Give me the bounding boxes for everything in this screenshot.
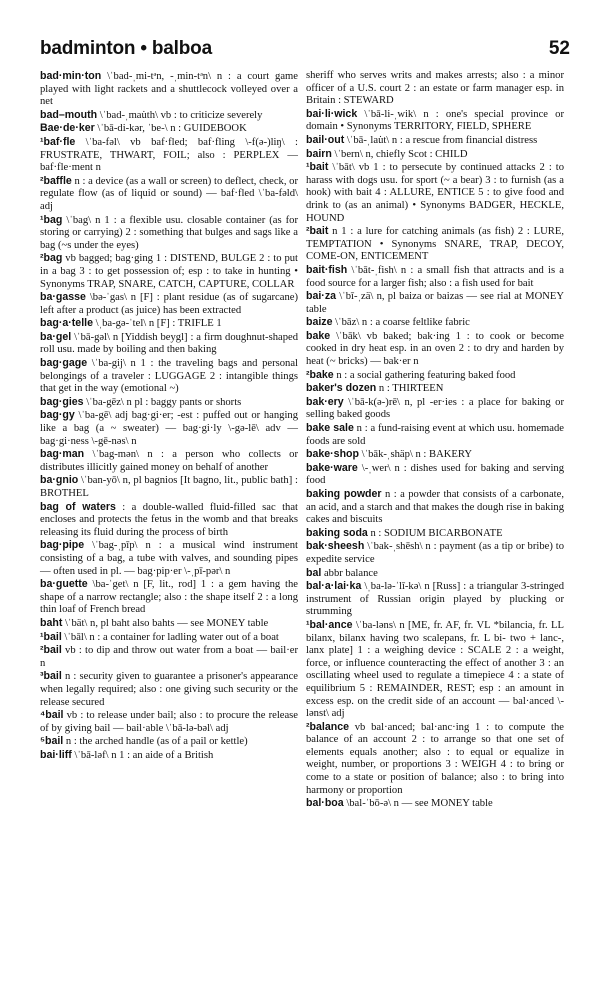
dictionary-entry — [40, 70, 298, 109]
entry-definition: \ˈba-gē\ adj bag·gi·er; -est : puffed out or hanging like a bag (a ~ sweater) — bag·gi·ly \-gə-lē\ adv — bag·gi·ness \-gē-nəs\ n — [40, 410, 298, 447]
entry-definition: \ˈbag\ n 1 : a flexible usu. closable container (as for storing or carrying) 2 : something that bulges and sags like a bag (~s under the eyes) — [40, 214, 298, 251]
entry-headword: ³bail — [40, 670, 62, 683]
entry-definition: \ˈbāt\ vb 1 : to persecute by continued attacks 2 : to harass with dogs usu. for sport (~ a bear) 3 : to furnish (as a hook) with bait 4 : ALLURE, ENTICE 5 : to give food and drink to (as an animal) • Synonyms BADGER, HECKLE, HOUND — [306, 162, 564, 224]
dictionary-entry — [306, 134, 564, 148]
entry-headword: baking powder — [306, 488, 382, 500]
entry-definition: \ˈbā-ləf\ n 1 : an aide of a British — [71, 749, 214, 761]
entry-headword: bak·ery — [306, 395, 344, 408]
entry-definition: vb bagged; bag·ging 1 : DISTEND, BULGE 2 : to put in a bag 3 : to get possession of; esp : to take in hunting • Synonyms TRAP, SNARE, CATCH, CAPTURE, COLLAR — [40, 253, 298, 290]
dictionary-entry — [40, 214, 298, 253]
entry-headword: bad–mouth — [40, 108, 98, 121]
entry-definition: \ˈbāl\ n : a container for ladling water out of a boat — [61, 631, 279, 643]
dictionary-entry — [40, 331, 298, 357]
entry-definition: sheriff who serves writs and makes arrests; also : a minor officer of a U.S. court 2 : an estate or farm manager esp. in Britain : STEWARD — [306, 70, 564, 107]
entry-definition: \ˈbāk\ vb baked; bak·ing 1 : to cook or become cooked in dry heat esp. in an oven 2 : to dry and harden by heat (~ bricks) — bak·er n — [306, 330, 564, 368]
entry-headword: bak·sheesh — [306, 540, 365, 553]
entry-headword: bag·man — [40, 448, 85, 461]
entry-headword: ¹baf·fle — [40, 135, 76, 148]
entry-headword: bag·gies — [40, 395, 84, 408]
entry-definition: n : the arched handle (as of a pail or kettle) — [63, 736, 248, 748]
entry-definition: \ˈbad-ˌmi-tᵊn, -ˌmin-tᵊn\ n : a court game played with light rackets and a shuttlecock volleyed over a net — [40, 71, 298, 108]
dictionary-entry — [40, 749, 298, 763]
right-column — [306, 70, 564, 811]
dictionary-entry — [40, 474, 298, 500]
guide-words: badminton • balboa — [40, 38, 212, 59]
dictionary-entry — [40, 735, 298, 749]
entry-headword: bag·gy — [40, 409, 75, 422]
entry-headword: bai·li·wick — [306, 107, 358, 120]
dictionary-entry — [306, 161, 564, 225]
dictionary-entry — [306, 488, 564, 527]
dictionary-entry — [40, 252, 298, 291]
entry-headword: ¹bait — [306, 161, 329, 174]
dictionary-entry — [306, 108, 564, 134]
dictionary-entry — [40, 578, 298, 617]
entry-definition: \ˈbā-ˌlau̇t\ n : a rescue from financial distress — [344, 134, 538, 146]
entry-headword: Bae·de·ker — [40, 122, 95, 135]
entry-headword: ba·guette — [40, 578, 88, 591]
entry-definition: \ˈbā-li-ˌwik\ n : one's special province or domain • Synonyms TERRITORY, FIELD, SPHERE — [306, 108, 564, 133]
entry-definition: n : security given to guarantee a prisoner's appearance when legally required; also : one giving such security or the release secured — [40, 671, 298, 708]
dictionary-entry — [306, 148, 564, 162]
entry-definition: n : a powder that consists of a carbonate, an acid, and a starch and that makes the dough rise in baking cakes and biscuits — [306, 489, 564, 526]
entry-definition: \ˈba-fəl\ vb baf·fled; baf·fling \-f(ə-)liŋ\ : FRUSTRATE, THWART, FOIL; also : PERPLEX — baf·fle·ment n — [40, 136, 298, 174]
entry-definition: n 1 : a lure for catching animals (as fish) 2 : LURE, TEMPTATION • Synonyms SNARE, TRAP, DECOY, COME-ON, ENTICEMENT — [306, 226, 564, 263]
entry-definition: \-ˌwer\ n : dishes used for baking and serving food — [306, 462, 564, 487]
entry-headword: ²bait — [306, 225, 329, 238]
entry-definition: \ˌba-gə-ˈtel\ n [F] : TRIFLE 1 — [92, 318, 222, 330]
entry-definition: \ˈbag-ˌpīp\ n : a musical wind instrument consisting of a bag, a tube with valves, and sounding pipes — often used in pl. — bag·pip·er \-ˌpī-pər\ n — [40, 540, 298, 577]
entry-headword: bag of waters — [40, 500, 116, 513]
entry-definition: \ˈbā-gəl\ n [Yiddish beygl] : a firm doughnut-shaped roll usu. made by boiling and then baking — [40, 331, 298, 356]
dictionary-entry — [306, 70, 564, 108]
entry-headword: baker's dozen — [306, 382, 377, 395]
entry-headword: bag·a·telle — [40, 317, 93, 330]
dictionary-entry — [40, 448, 298, 474]
entry-definition: vb bal·anced; bal·anc·ing 1 : to compute the balance of an account 2 : to arrange so that one set of elements equals another; also : to equal or equalize in weight, number, or proportions 3 : WEIGH 4 : to bring or come to a state or position of balance; also : to bring into harmony or proportion — [306, 721, 564, 796]
entry-definition: n : SODIUM BICARBONATE — [367, 527, 503, 539]
dictionary-entry — [306, 382, 564, 396]
dictionary-entry — [306, 540, 564, 566]
entry-headword: bai·liff — [40, 748, 72, 761]
dictionary-entry — [40, 109, 298, 123]
entry-headword: bake — [306, 329, 331, 342]
entry-definition: \ba-ˈget\ n [F, lit., rod] 1 : a gem having the shape of a narrow rectangle; also : the shape itself 2 : a long thin loaf of French bread — [40, 579, 298, 616]
dictionary-entry — [306, 290, 564, 316]
dictionary-entry — [40, 709, 298, 735]
entry-definition: vb : to dip and throw out water from a boat — bail·er n — [40, 645, 298, 669]
dictionary-entry — [40, 396, 298, 410]
entry-definition: \ˈbī-ˌzä\ n, pl baiza or baizas — see rial at MONEY table — [306, 291, 564, 315]
entry-definition: \ˈba-gij\ n 1 : the traveling bags and personal belongings of a traveler : LUGGAGE 2 : intangible things that get in the way (emotional ~) — [40, 358, 298, 395]
dictionary-entry — [306, 462, 564, 488]
entry-headword: baize — [306, 316, 333, 329]
entry-headword: ⁴bail — [40, 709, 64, 722]
entry-definition: \ˈbāt-ˌfish\ n : a small fish that attracts and is a food source for a larger fish; also : a fish used for bait — [306, 264, 564, 289]
entry-headword: bal — [306, 566, 322, 579]
entry-headword: bake·ware — [306, 461, 358, 474]
dictionary-entry — [40, 631, 298, 645]
dictionary-entry — [306, 422, 564, 448]
entry-headword: bag·gage — [40, 357, 88, 370]
entry-headword: ²balance — [306, 720, 349, 733]
entry-definition: : a double-walled fluid-filled sac that encloses and protects the fetus in the womb and that breaks releasing its fluid during the process of birth — [40, 501, 298, 538]
dictionary-entry — [40, 501, 298, 540]
dictionary-entry — [40, 409, 298, 448]
entry-definition: abbr balance — [321, 567, 378, 579]
dictionary-entry — [306, 330, 564, 369]
entry-headword: ²bag — [40, 252, 63, 265]
entry-headword: bal·boa — [306, 797, 344, 810]
dictionary-entry — [306, 527, 564, 541]
entry-headword: bag·pipe — [40, 539, 85, 552]
entry-definition: \ˈbāz\ n : a coarse feltlike fabric — [332, 317, 470, 329]
dictionary-entry — [306, 567, 564, 581]
entry-headword: ba·gel — [40, 330, 72, 343]
dictionary-entry — [306, 396, 564, 422]
dictionary-entry — [306, 580, 564, 619]
entry-definition: \bal-ˈbō-ə\ n — see MONEY table — [343, 798, 493, 810]
entry-headword: ¹bag — [40, 213, 63, 226]
entry-definition: \ˈbad-ˌmau̇th\ vb : to criticize severely — [97, 109, 263, 121]
entry-headword: bairn — [306, 147, 332, 160]
dictionary-entry — [306, 316, 564, 330]
entry-definition: \ˈbā-k(ə-)rē\ n, pl -er·ies : a place for baking or selling baked goods — [306, 396, 564, 421]
entry-headword: ⁵bail — [40, 735, 64, 748]
entry-headword: ba·gasse — [40, 291, 86, 304]
page-header — [40, 38, 570, 70]
entry-headword: ²bail — [40, 644, 62, 657]
dictionary-entry — [306, 264, 564, 290]
entry-definition: \ˌba-lə-ˈlī-kə\ n [Russ] : a triangular 3-stringed instrument of Russian origin played by plucking or strumming — [306, 581, 564, 618]
entry-definition: n : a social gathering featuring baked food — [333, 369, 516, 381]
dictionary-entry — [40, 357, 298, 396]
dictionary-entry — [40, 644, 298, 670]
entry-definition: \ˈba-gēz\ n pl : baggy pants or shorts — [83, 396, 242, 408]
entry-definition: n : THIRTEEN — [376, 383, 444, 395]
entry-headword: baht — [40, 616, 63, 629]
dictionary-entry — [40, 317, 298, 331]
entry-definition: \ˈbāk-ˌshäp\ n : BAKERY — [358, 449, 472, 461]
dictionary-entry — [40, 617, 298, 631]
entry-definition: vb : to release under bail; also : to procure the release of by giving bail — bail·able \ˈbā-lə-bəl\ adj — [40, 710, 298, 734]
entry-headword: bai·za — [306, 290, 337, 303]
dictionary-entry — [40, 291, 298, 317]
entry-headword: ¹bal·ance — [306, 618, 353, 631]
entry-definition: \bə-ˈgas\ n [F] : plant residue (as of sugarcane) left after a product (as juice) has been extracted — [40, 292, 298, 316]
entry-headword: bail·out — [306, 133, 345, 146]
dictionary-entry — [40, 175, 298, 214]
entry-definition: \ˈba-ləns\ n [ME, fr. AF, fr. VL *bilancia, fr. LL bilanx, bilanx having two scalepans, fr. L bi- two + lanc-, lanx plate] 1 : a weighing device : SCALE 2 : a weight, force, or influence counteracting the effect of another 3 : an oscillating wheel used to regulate a timepiece 4 : a state of equilibrium 5 : REMAINDER, REST; esp : an amount in excess esp. on the credit side of an account — bal·anced \-lənst\ adj — [306, 619, 564, 720]
entry-headword: ²bake — [306, 368, 334, 381]
entry-definition: \ˈban-yō\ n, pl bagnios [It bagno, lit., public bath] : BROTHEL — [40, 475, 298, 499]
dictionary-entry — [40, 136, 298, 175]
dictionary-entry — [306, 448, 564, 462]
entry-definition: \ˈbät\ n, pl baht also bahts — see MONEY table — [62, 617, 269, 629]
entry-headword: bad·min·ton — [40, 70, 102, 82]
entry-headword: bake·shop — [306, 448, 359, 461]
page-number: 52 — [548, 38, 570, 59]
entry-definition: n : a fund-raising event at which usu. homemade foods are sold — [306, 423, 564, 447]
entry-definition: \ˈbak-ˌshēsh\ n : payment (as a tip or bribe) to expedite service — [306, 541, 564, 565]
dictionary-entry — [306, 721, 564, 798]
entry-definition: \ˈbag-mən\ n : a person who collects or distributes illicitly gained money on behalf of another — [40, 449, 298, 473]
dictionary-entry — [306, 225, 564, 264]
dictionary-entry — [40, 122, 298, 136]
dictionary-entry — [306, 619, 564, 721]
dictionary-entry — [306, 797, 564, 811]
dictionary-entry — [40, 539, 298, 578]
entry-headword: ¹bail — [40, 630, 62, 643]
dictionary-entry — [306, 369, 564, 383]
entry-definition: n : a device (as a wall or screen) to deflect, check, or regulate flow (as of liquid or sound) — baf·fled \ˈba-fəld\ adj — [40, 175, 298, 212]
entry-definition: \ˈbā-di-kər, ˈbe-\ n : GUIDEBOOK — [94, 123, 247, 135]
entry-headword: ba·gnio — [40, 474, 79, 487]
entry-headword: bait·fish — [306, 263, 348, 276]
entry-definition: \ˈbern\ n, chiefly Scot : CHILD — [331, 148, 468, 160]
entry-headword: baking soda — [306, 526, 368, 539]
dictionary-entry — [40, 670, 298, 709]
entry-headword: bal·a·lai·ka — [306, 580, 362, 593]
entry-headword: bake sale — [306, 422, 354, 435]
left-column — [40, 70, 298, 762]
entry-headword: ²baffle — [40, 174, 72, 187]
